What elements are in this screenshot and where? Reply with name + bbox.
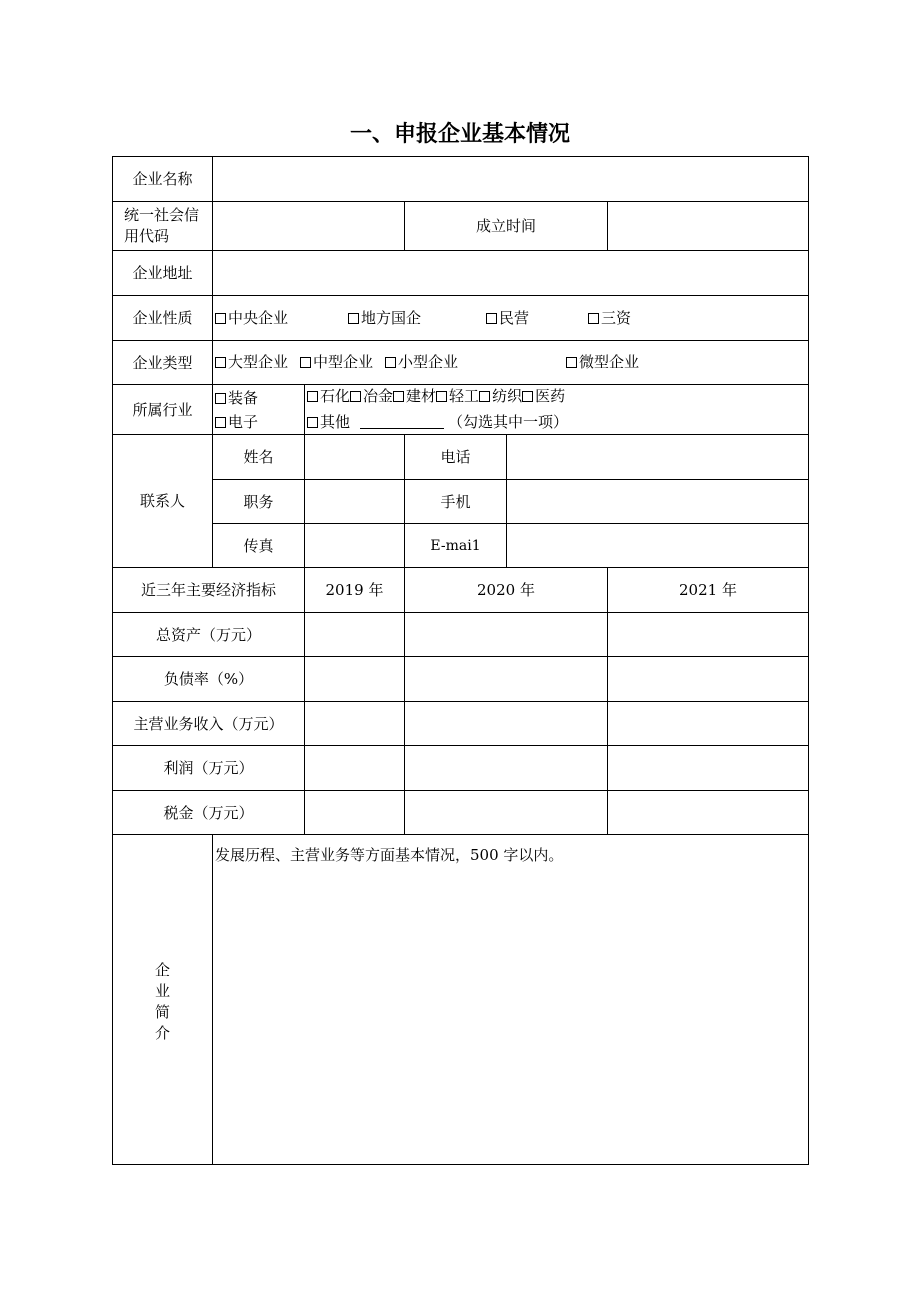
checkbox-icon — [486, 313, 497, 324]
checkbox-icon — [385, 357, 396, 368]
checkbox-icon — [307, 417, 318, 428]
contact-name-field[interactable] — [305, 435, 404, 479]
established-label: 成立时间 — [475, 217, 536, 235]
nature-label: 企业性质 — [132, 309, 193, 327]
industry-option-equipment[interactable]: 装备 — [215, 387, 258, 409]
indicators-label: 近三年主要经济指标 — [140, 581, 276, 599]
nature-option-private[interactable]: 民营 — [486, 307, 529, 329]
industry-row1 — [307, 385, 565, 407]
industry-option-metallurgy[interactable]: 冶金 — [350, 387, 393, 405]
checkbox-icon — [522, 391, 533, 402]
checkbox-icon — [393, 391, 404, 402]
checkbox-icon — [348, 313, 359, 324]
metric-cell[interactable] — [608, 613, 808, 656]
year-2020-header: 2020 年 — [477, 581, 535, 599]
checkbox-icon — [215, 393, 226, 404]
checkbox-icon — [215, 313, 226, 324]
metric-total-assets-label: 总资产（万元） — [155, 625, 261, 644]
industry-option-light[interactable]: 轻工 — [436, 387, 479, 405]
rule — [112, 295, 808, 296]
contact-mobile-label: 手机 — [440, 492, 471, 511]
established-field[interactable] — [608, 202, 808, 250]
company-name-field[interactable] — [213, 157, 808, 201]
contact-fax-field[interactable] — [305, 524, 404, 567]
metric-debt-ratio-label: 负债率（%） — [163, 670, 254, 688]
industry-option-pharma[interactable]: 医药 — [522, 387, 565, 405]
metric-cell[interactable] — [305, 791, 404, 834]
credit-code-field[interactable] — [213, 202, 404, 250]
checkbox-icon — [300, 357, 311, 368]
address-label: 企业地址 — [132, 264, 193, 282]
industry-option-petrochem[interactable]: 石化 — [307, 387, 350, 405]
credit-code-label: 统一社会信用代码 — [124, 206, 200, 245]
metric-revenue-label: 主营业务收入（万元） — [133, 714, 284, 733]
checkbox-icon — [436, 391, 447, 402]
checkbox-icon — [215, 357, 226, 368]
contact-position-label: 职务 — [243, 492, 274, 511]
year-2019-header: 2019 年 — [325, 581, 384, 599]
nature-option-central[interactable]: 中央企业 — [215, 307, 288, 329]
checkbox-icon — [566, 357, 577, 368]
type-label: 企业类型 — [132, 353, 193, 372]
metric-cell[interactable] — [608, 746, 808, 790]
other-industry-blank[interactable] — [360, 414, 444, 429]
metric-cell[interactable] — [305, 702, 404, 745]
industry-row2: 其他 （勾选其中一项） — [307, 411, 568, 433]
checkbox-icon — [588, 313, 599, 324]
metric-cell[interactable] — [405, 791, 607, 834]
metric-cell[interactable] — [405, 746, 607, 790]
checkbox-icon — [350, 391, 361, 402]
industry-option-building[interactable]: 建材 — [393, 387, 436, 405]
industry-option-textile[interactable]: 纺织 — [479, 387, 522, 405]
type-option-medium[interactable]: 中型企业 — [300, 351, 373, 373]
contact-phone-field[interactable] — [507, 435, 808, 479]
contact-fax-label: 传真 — [243, 536, 274, 555]
company-name-label: 企业名称 — [132, 170, 193, 188]
metric-cell[interactable] — [405, 657, 607, 701]
nature-option-foreign[interactable]: 三资 — [588, 307, 631, 329]
checkbox-icon — [307, 391, 318, 402]
contact-email-label: E-mai1 — [430, 537, 481, 554]
rule — [112, 1164, 809, 1165]
rule — [808, 156, 809, 1165]
nature-option-local[interactable]: 地方国企 — [348, 307, 421, 329]
industry-option-other[interactable]: 其他 — [307, 413, 350, 431]
metric-cell[interactable] — [405, 613, 607, 656]
metric-cell[interactable] — [608, 791, 808, 834]
checkbox-icon — [215, 417, 226, 428]
metric-cell[interactable] — [608, 702, 808, 745]
intro-field[interactable] — [213, 835, 808, 1164]
intro-hint: 发展历程、主营业务等方面基本情况，500 字以内。 — [215, 846, 564, 864]
address-field[interactable] — [213, 251, 808, 295]
metric-profit-label: 利润（万元） — [163, 759, 254, 777]
contact-email-field[interactable] — [507, 524, 808, 567]
intro-label: 企业简介 — [154, 960, 170, 1042]
metric-cell[interactable] — [608, 657, 808, 701]
checkbox-icon — [479, 391, 490, 402]
industry-label: 所属行业 — [132, 400, 193, 419]
type-option-small[interactable]: 小型企业 — [385, 351, 458, 373]
metric-cell[interactable] — [405, 702, 607, 745]
contact-mobile-field[interactable] — [507, 480, 808, 523]
year-2021-header: 2021 年 — [679, 581, 737, 599]
intro-label-cell — [113, 835, 212, 1164]
rule — [304, 384, 305, 434]
industry-option-electronics[interactable]: 电子 — [215, 411, 258, 433]
metric-cell[interactable] — [305, 613, 404, 656]
type-option-large[interactable]: 大型企业 — [215, 351, 288, 373]
metric-cell[interactable] — [305, 746, 404, 790]
contact-name-label: 姓名 — [243, 448, 274, 466]
metric-cell[interactable] — [305, 657, 404, 701]
contact-label: 联系人 — [139, 492, 185, 510]
page-title: 一、申报企业基本情况 — [349, 122, 570, 147]
contact-phone-label: 电话 — [440, 448, 471, 466]
contact-position-field[interactable] — [305, 480, 404, 523]
metric-tax-label: 税金（万元） — [163, 803, 254, 822]
type-option-micro[interactable]: 微型企业 — [566, 351, 639, 373]
rule — [112, 340, 808, 341]
